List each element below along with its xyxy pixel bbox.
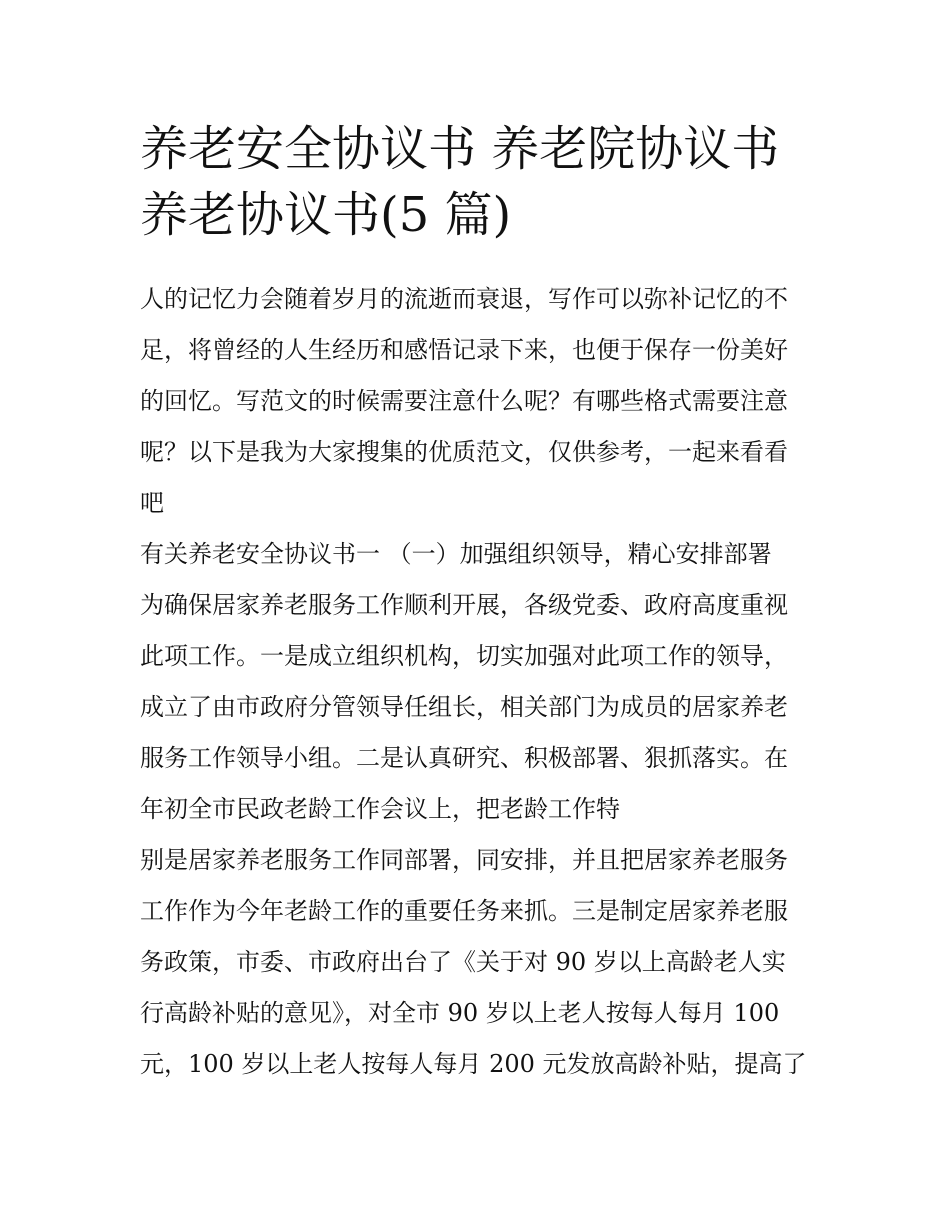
body-line: 人的记忆力会随着岁月的流逝而衰退，写作可以弥补记忆的不 [140, 285, 788, 313]
body-line: 有关养老安全协议书一 （一）加强组织领导，精心安排部署 [140, 540, 772, 568]
document-body [140, 274, 830, 1090]
body-line: 的回忆。写范文的时候需要注意什么呢？有哪些格式需要注意 [140, 387, 788, 415]
body-line: 为确保居家养老服务工作顺利开展，各级党委、政府高度重视 [140, 591, 788, 619]
body-line: 吧 [140, 489, 164, 517]
body-line: 此项工作。一是成立组织机构，切实加强对此项工作的领导， [140, 642, 788, 670]
body-line: 成立了由市政府分管领导任组长，相关部门为成员的居家养老 [140, 693, 788, 721]
body-line: 务政策，市委、市政府出台了《关于对 90 岁以上高龄老人实 [140, 948, 786, 976]
body-line: 呢？以下是我为大家搜集的优质范文，仅供参考，一起来看看 [140, 438, 788, 466]
title-line-1: 养老安全协议书 养老院协议书 [140, 121, 780, 177]
title-line-2: 养老协议书(5 篇) [140, 187, 512, 243]
body-line: 行高龄补贴的意见》，对全市 90 岁以上老人按每人每月 100 [140, 999, 780, 1027]
body-line: 元，100 岁以上老人按每人每月 200 元发放高龄补贴，提高了 [140, 1050, 807, 1078]
body-line: 服务工作领导小组。二是认真研究、积极部署、狠抓落实。在 [140, 744, 788, 772]
body-line: 工作作为今年老龄工作的重要任务来抓。三是制定居家养老服 [140, 897, 788, 925]
body-line: 足，将曾经的人生经历和感悟记录下来，也便于保存一份美好 [140, 336, 788, 364]
document-title [140, 116, 830, 248]
body-line: 别是居家养老服务工作同部署，同安排，并且把居家养老服务 [140, 846, 788, 874]
body-line: 年初全市民政老龄工作会议上，把老龄工作特 [140, 795, 620, 823]
